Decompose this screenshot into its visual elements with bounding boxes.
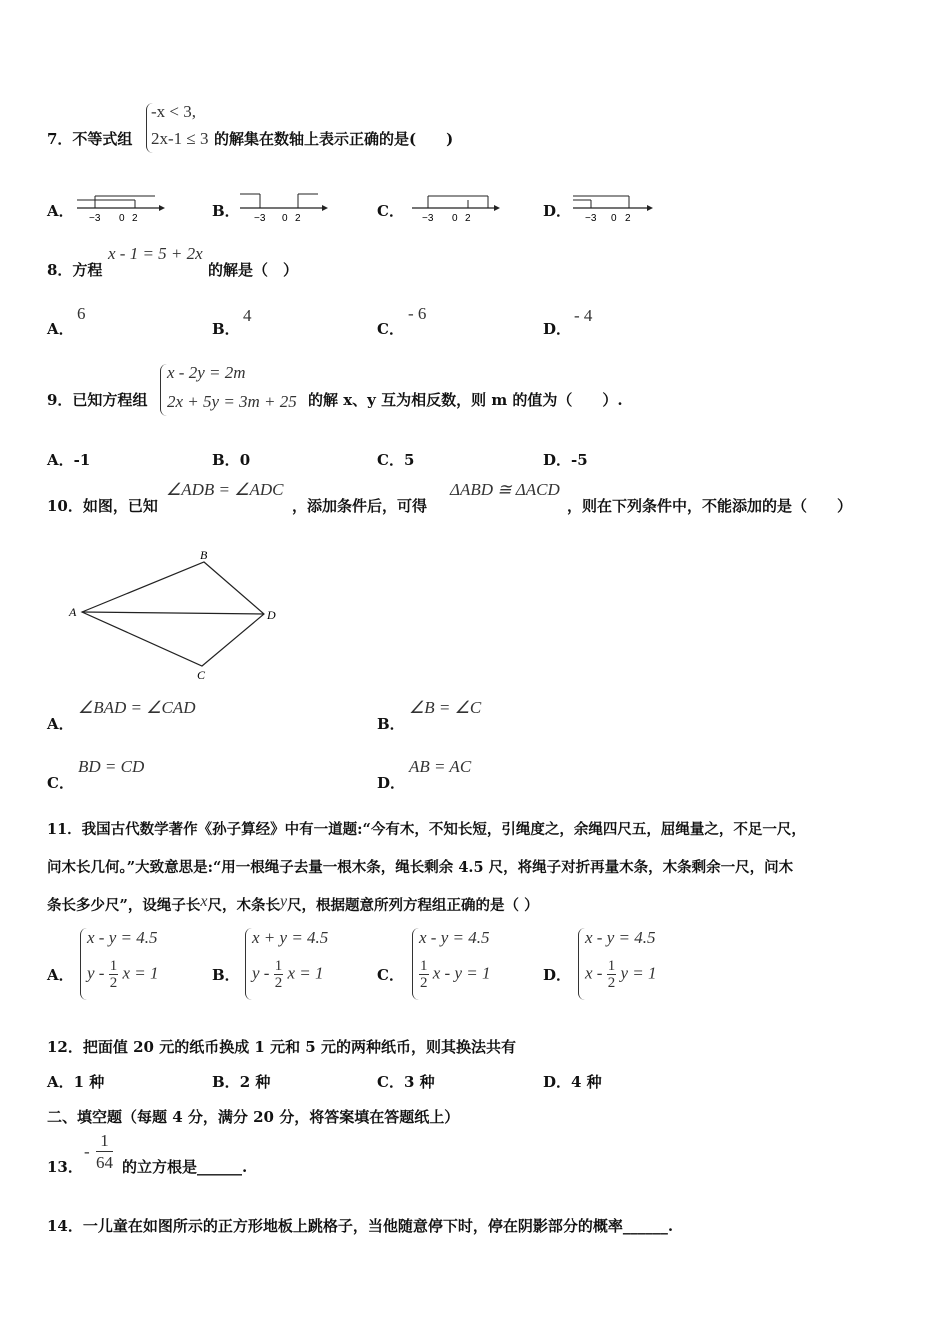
q8-option-b-label: B． xyxy=(212,320,240,338)
q13-sign: - xyxy=(84,1142,90,1161)
q10-option-c-value: BD = CD xyxy=(78,757,145,776)
q10-stem-tail: ，则在下列条件中，不能添加的是（ ） xyxy=(567,497,853,515)
q11-line-2: 问木长几何。”大致意思是:“用一根绳子去量一根木条，绳长剩余 4.5 尺，将绳子对折再量木条，木条剩余一尺，问木 xyxy=(47,859,794,876)
q10-option-b-label: B． xyxy=(377,715,405,733)
q11-option-c-eq1: x - y = 4.5 xyxy=(419,928,490,947)
q9-option-d: D．-5 xyxy=(543,451,588,469)
q14-stem: 14．一儿童在如图所示的正方形地板上跳格子，当他随意停下时，停在阴影部分的概率______. xyxy=(47,1217,674,1235)
q11-line-1: 11．我国古代数学著作《孙子算经》中有一道题:“今有木，不知长短，引绳度之，余绳四尺五，屈绳量之，不足一尺， xyxy=(47,821,806,838)
q7-a-tick-3: 2 xyxy=(132,213,138,224)
q7-d-tick-1: −3 xyxy=(585,213,597,224)
q9-system-brace xyxy=(160,364,167,416)
q11-option-b-eq2: y - $\frac{1}{2}$ x = 1 xyxy=(252,958,324,991)
q7-c-tick-2: 0 xyxy=(452,213,458,224)
q7-system-line1: -x < 3, xyxy=(151,102,196,121)
q7-option-d-label: D． xyxy=(543,202,572,220)
q10-label-b: B xyxy=(200,548,208,562)
q7-b-tick-3: 2 xyxy=(295,213,301,224)
q10-option-c-label: C． xyxy=(47,774,74,792)
q13-tail: 的立方根是______. xyxy=(122,1158,248,1176)
q11-option-a-eq1: x - y = 4.5 xyxy=(87,928,158,947)
q11-option-d-label: D． xyxy=(543,966,572,984)
q11-option-d-brace xyxy=(578,928,585,1000)
q13-fraction: 1 64 xyxy=(96,1131,113,1172)
q8-option-b-value: 4 xyxy=(243,306,252,325)
q9-system-line2: 2x + 5y = 3m + 25 xyxy=(167,392,297,411)
q10-label-c: C xyxy=(197,668,206,682)
q11-option-b-brace xyxy=(245,928,252,1000)
q7-c-tick-1: −3 xyxy=(422,213,434,224)
q11-option-c-eq2: $\frac{1}{2}$ x - y = 1 xyxy=(420,958,491,991)
q7-stem-tail: 的解集在数轴上表示正确的是( ) xyxy=(214,130,454,148)
q7-d-tick-3: 2 xyxy=(625,213,631,224)
q8-option-a-label: A． xyxy=(47,320,74,338)
q8-stem-tail: 的解是（ ） xyxy=(208,261,299,279)
q7-option-a-numberline xyxy=(75,188,165,224)
q11-option-b-label: B． xyxy=(212,966,240,984)
q7-b-tick-1: −3 xyxy=(254,213,266,224)
q9-option-a: A．-1 xyxy=(47,451,91,469)
q12-option-a: A．1 种 xyxy=(47,1073,105,1091)
q11-line-3: 条长多少尺”，设绳子长x尺，木条长y尺，根据题意所列方程组正确的是（ ） xyxy=(47,893,539,914)
q7-option-b-numberline xyxy=(238,188,328,224)
q7-c-tick-3: 2 xyxy=(465,213,471,224)
q7-system-line2: 2x-1 ≤ 3 xyxy=(151,129,209,148)
q9-option-b: B．0 xyxy=(212,451,251,469)
q10-condition-angles: ∠ADB = ∠ADC xyxy=(166,480,284,499)
q11-option-a-brace xyxy=(80,928,87,1000)
q7-option-c-numberline xyxy=(410,188,500,224)
q9-option-c: C．5 xyxy=(377,451,415,469)
q11-option-d-eq2: x - $\frac{1}{2}$ y = 1 xyxy=(585,958,657,991)
q10-label-d: D xyxy=(267,608,276,622)
q13-number: 13． xyxy=(47,1158,83,1176)
q10-option-d-value: AB = AC xyxy=(409,757,472,776)
q11-option-a-eq2: y - $\frac{1}{2}$ x = 1 xyxy=(87,958,159,991)
q8-option-d-value: - 4 xyxy=(574,306,593,325)
q8-equation: x - 1 = 5 + 2x xyxy=(108,244,203,263)
q7-a-tick-2: 0 xyxy=(119,213,125,224)
q7-a-tick-1: −3 xyxy=(89,213,101,224)
q11-option-d-eq1: x - y = 4.5 xyxy=(585,928,656,947)
q10-condition-congruent: ΔABD ≅ ΔACD xyxy=(450,480,560,499)
section-2-heading: 二、填空题（每题 4 分，满分 20 分，将答案填在答题纸上） xyxy=(47,1108,460,1126)
q11-option-c-label: C． xyxy=(377,966,404,984)
q7-b-tick-2: 0 xyxy=(282,213,288,224)
q10-stem-mid: ，添加条件后，可得 xyxy=(292,497,428,515)
q12-option-b: B．2 种 xyxy=(212,1073,271,1091)
q7-option-d-numberline xyxy=(571,188,661,224)
q8-option-c-label: C． xyxy=(377,320,404,338)
q10-label-a: A xyxy=(69,605,77,619)
q7-option-b-label: B． xyxy=(212,202,240,220)
q9-system-line1: x - 2y = 2m xyxy=(167,363,246,382)
q10-option-b-value: ∠B = ∠C xyxy=(409,698,482,717)
q12-stem: 12．把面值 20 元的纸币换成 1 元和 5 元的两种纸币，则其换法共有 xyxy=(47,1038,516,1056)
q11-option-b-eq1: x + y = 4.5 xyxy=(252,928,329,947)
q9-stem: 9．已知方程组 xyxy=(47,391,148,409)
q11-option-c-brace xyxy=(412,928,419,1000)
q8-stem: 8．方程 xyxy=(47,261,103,279)
q10-option-a-label: A． xyxy=(47,715,74,733)
q12-option-c: C．3 种 xyxy=(377,1073,435,1091)
q8-option-c-value: - 6 xyxy=(408,304,427,323)
q7-option-a-label: A． xyxy=(47,202,74,220)
q8-option-d-label: D． xyxy=(543,320,572,338)
q8-option-a-value: 6 xyxy=(77,304,86,323)
q7-stem: 7．不等式组 xyxy=(47,130,133,148)
q10-option-d-label: D． xyxy=(377,774,406,792)
q12-option-d: D．4 种 xyxy=(543,1073,602,1091)
q11-option-a-label: A． xyxy=(47,966,74,984)
q10-option-a-value: ∠BAD = ∠CAD xyxy=(78,698,196,717)
q9-stem-tail: 的解 x、y 互为相反数，则 m 的值为（ ）. xyxy=(308,391,623,409)
q7-d-tick-2: 0 xyxy=(611,213,617,224)
q10-kite-figure xyxy=(66,545,286,685)
q7-option-c-label: C． xyxy=(377,202,404,220)
q10-stem: 10．如图，已知 xyxy=(47,497,158,515)
